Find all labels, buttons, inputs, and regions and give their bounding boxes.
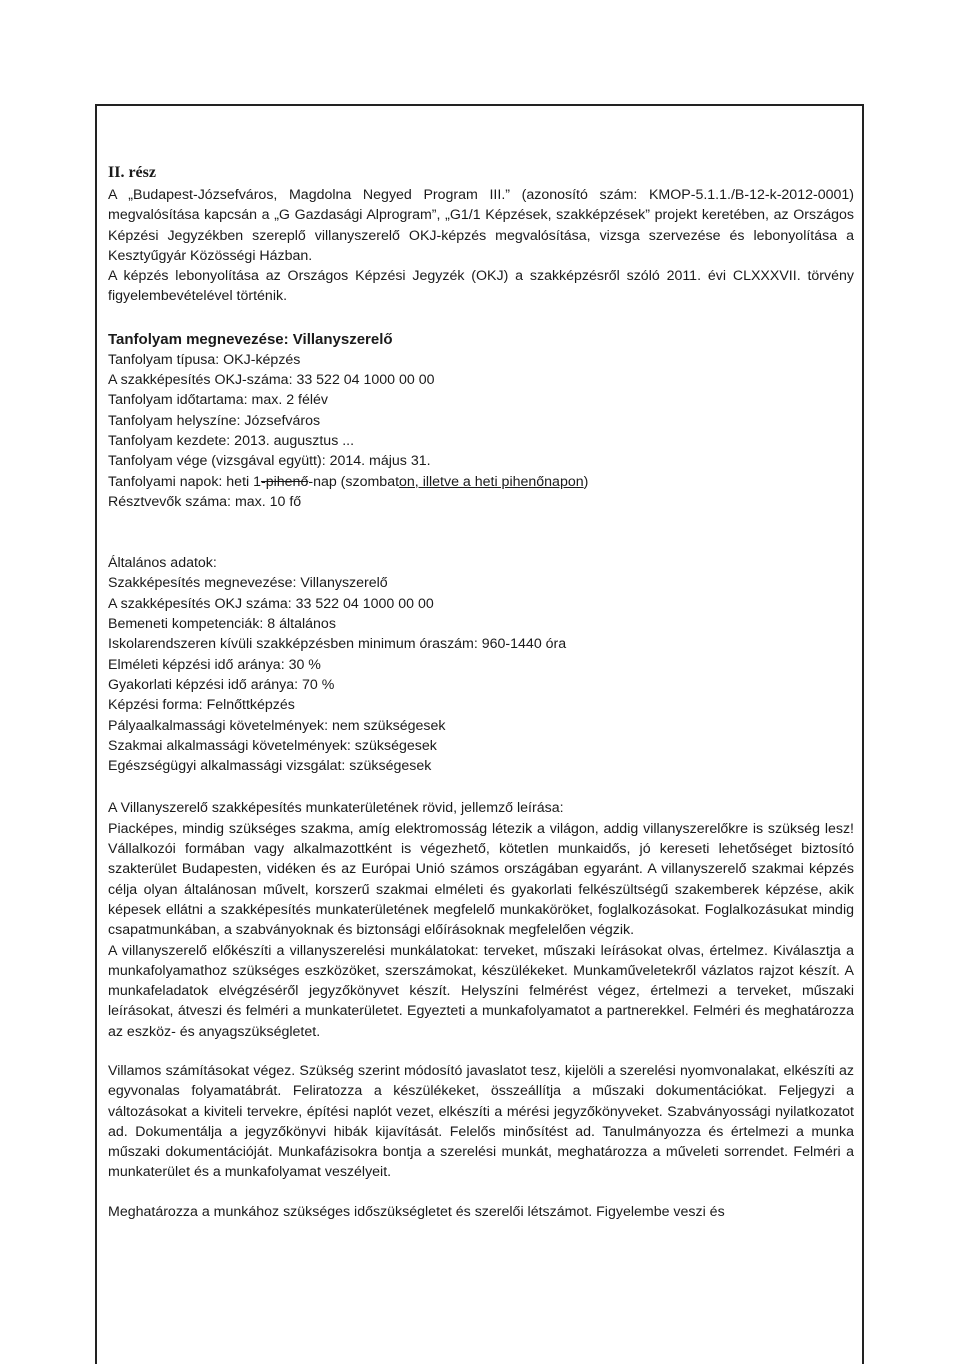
course-days-underlined: on, illetve a heti pihenőnapon [399,473,584,490]
course-days-middle: -nap (szombat [308,473,400,490]
course-days-struck: -pihenő [261,473,309,490]
course-days [108,472,854,492]
general-item: A szakképesítés OKJ száma: 33 522 04 1000 00 00 [108,595,434,612]
intro-paragraph-2: A képzés lebonyolítása az Országos Képzési Jegyzék (OKJ) a szakképzésről szóló 2011. évi CLXXXVII. törvény figyelembevételével történik. [108,268,854,305]
general-item: Egészségügyi alkalmassági vizsgálat: szükségesek [108,758,432,775]
course-participants: Résztvevők száma: max. 10 fő [108,493,302,510]
section-title: II. rész [108,164,156,181]
description-paragraph-4: Meghatározza a munkához szükséges időszükségletet és szerelői létszámot. Figyelembe veszi és [108,1203,725,1220]
general-item: Bemeneti kompetenciák: 8 általános [108,616,336,633]
description-paragraph-1: Piacképes, mindig szükséges szakma, amíg elektromosság létezik a világon, addig villanyszerelőkre is szükség lesz! Vállalkozói formában vagy alkalmazottként is végezhető, kötetlen munkaidős, jó kereseti lehetőséget biztosító szakterület Budapesten, vidéken és az Európai Unió számos országában egyaránt. A villanyszerelő szakmai képzés célja olyan általánosan művelt, korszerű szakmai elméleti és gyakorlati felkészültségű szakemberek képzése, akik képesek ellátni a szakképesítés munkaterületének megfelelő munkaköröket, foglalkozásokat. Foglalkozásukat mindig csapatmunkában, a szabványoknak és biztonsági előírásoknak megfelelően végzik. [108,820,854,939]
course-duration: Tanfolyam időtartama: max. 2 félév [108,392,329,409]
course-okj-number: A szakképesítés OKJ-száma: 33 522 04 1000 00 00 [108,372,435,389]
course-type: Tanfolyam típusa: OKJ-képzés [108,351,301,368]
general-item: Szakmai alkalmassági követelmények: szükségesek [108,737,437,754]
description-paragraph-2: A villanyszerelő előkészíti a villanyszerelési munkálatokat: terveket, műszaki leírásokat olvas, értelmez. Kiválasztja a munkafolyamathoz szükséges eszközöket, szerszámokat, készülékeket. Munkaműveletekről vázlatos rajzot készít. A munkafeladatok elvégzéséről jegyzőkönyvet készít. Helyszíni felmérést végez, értelmezi a terveket, műszaki leírásokat, átveszi és felméri a munkaterületet. Egyezteti a munkafolyamatot a partnerekkel. Felméri és meghatározza az eszköz- és anyagszükségletet. [108,942,854,1040]
spacer [108,534,854,553]
intro-paragraph-1: A „Budapest-Józsefváros, Magdolna Negyed Program III.” (azonosító szám: KMOP-5.1.1./B-12-k-2012-0001) megvalósítása kapcsán a „G Gazdasági Alprogram”, „G1/1 Képzések, szakképzések” projekt keretében, az Országos Képzési Jegyzékben szereplő villanyszerelő OKJ-képzés megvalósítása, vizsga szervezése és lebonyolítása a Kesztyűgyár Közösségi Házban. [108,187,854,264]
general-item: Iskolarendszeren kívüli szakképzésben minimum óraszám: 960-1440 óra [108,636,567,653]
general-item: Elméleti képzési idő aránya: 30 % [108,656,321,673]
description-paragraph-3: Villamos számításokat végez. Szükség szerint módosító javaslatot tesz, kijelöli a szerelési nyomvonalakat, elkészíti az egyvonalas folyamatábrát. Feliratozza a készülékeket, összeállítja a műszaki dokumentációkat. Feljegyzi a változásokat a kiviteli tervekre, építési naplót vezet, elkészíti a mérési jegyzőkönyveket. Szabványossági nyilatkozatot ad. Dokumentálja a jegyzőkönyvi hibák kijavítását. Felelős minősítést ad. Tanulmányozza és értelmezi a munka műszaki dokumentációját. Munkafázisokra bontja a szerelési munkát, meghatározza a műveleti sorrendet. Felméri a munkaterület és a munkafolyamat veszélyeit. [108,1062,854,1181]
document-body [108,163,854,1222]
spacer [108,307,854,329]
general-item: Szakképesítés megnevezése: Villanyszerelő [108,575,388,592]
spacer [108,776,854,798]
spacer [108,1042,854,1061]
general-heading: Általános adatok: [108,555,217,572]
course-start: Tanfolyam kezdete: 2013. augusztus ... [108,432,355,449]
description-heading: A Villanyszerelő szakképesítés munkaterületének rövid, jellemző leírása: [108,800,564,817]
course-location: Tanfolyam helyszíne: Józsefváros [108,412,321,429]
course-heading: Tanfolyam megnevezése: Villanyszerelő [108,330,393,348]
spacer [108,512,854,534]
general-item: Gyakorlati képzési idő aránya: 70 % [108,676,335,693]
spacer [108,1183,854,1202]
course-days-suffix: ) [583,473,589,490]
general-item: Pályaalkalmassági követelmények: nem szükségesek [108,717,446,734]
general-item: Képzési forma: Felnőttképzés [108,697,295,714]
course-end: Tanfolyam vége (vizsgával együtt): 2014. május 31. [108,453,431,470]
course-days-prefix: Tanfolyami napok: heti 1 [108,473,261,490]
